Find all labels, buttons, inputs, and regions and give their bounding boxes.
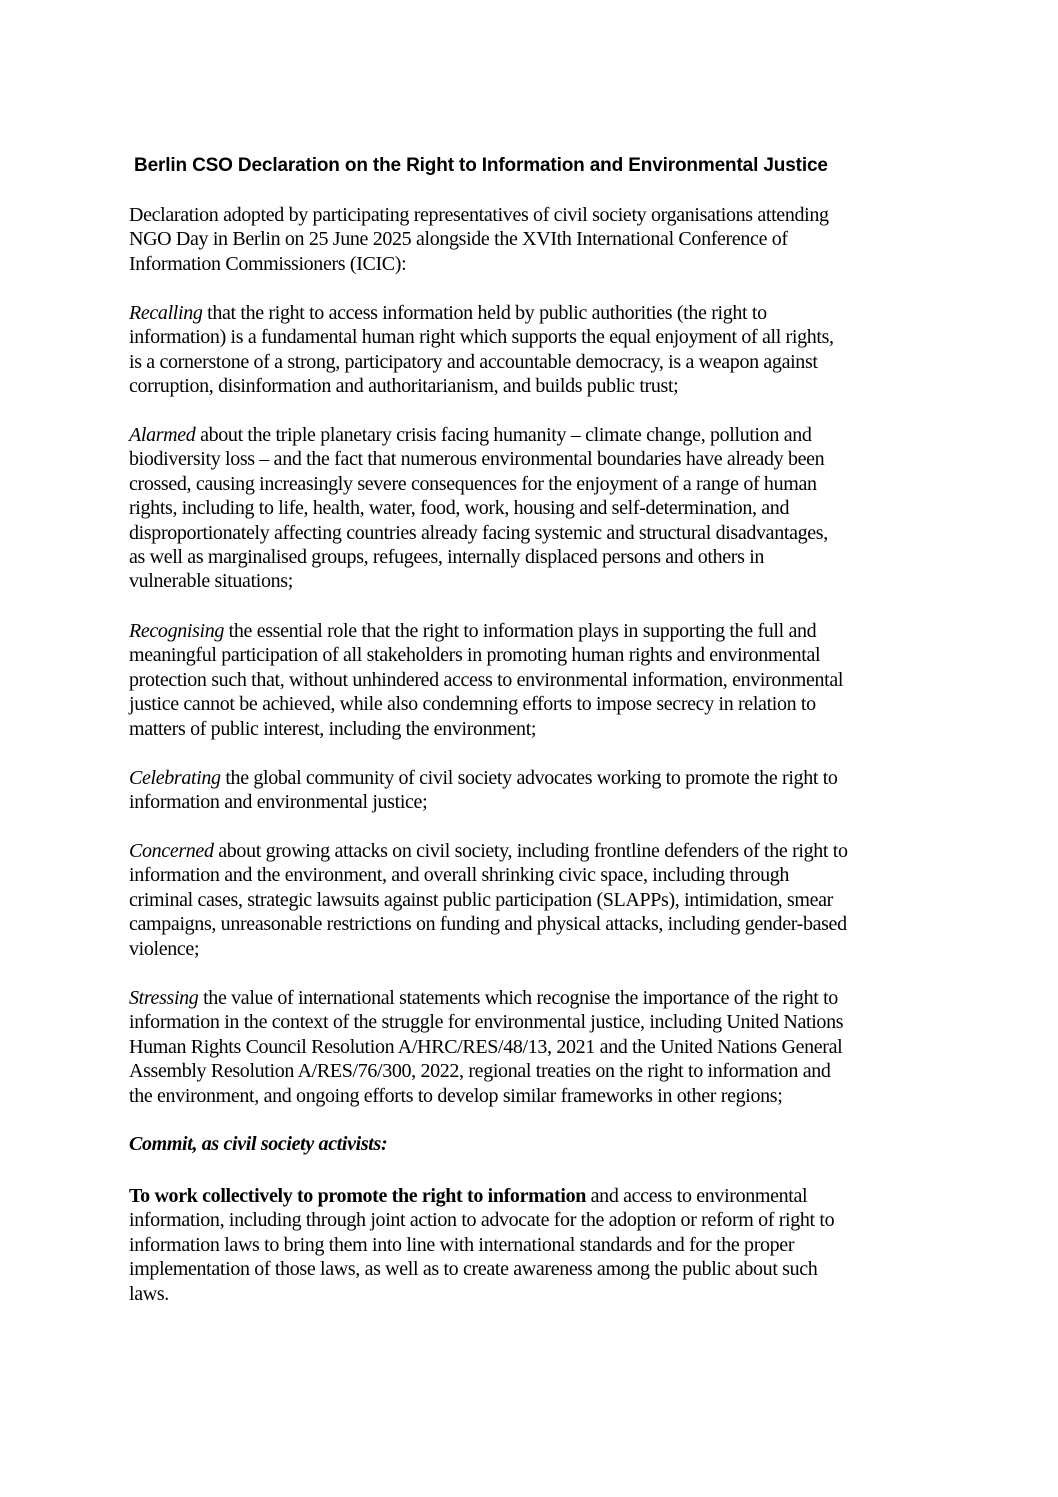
- text-line: violence;: [129, 937, 200, 960]
- text-line: NGO Day in Berlin on 25 June 2025 alongside the XVIth International Conference of: [129, 228, 788, 251]
- text-line: justice cannot be achieved, while also condemning efforts to impose secrecy in relation to: [129, 693, 816, 716]
- stressing-paragraph: [129, 986, 949, 1108]
- text-line: Assembly Resolution A/RES/76/300, 2022, regional treaties on the right to information and: [129, 1060, 831, 1083]
- text-line: information) is a fundamental human right which supports the equal enjoyment of all rights,: [129, 326, 834, 349]
- commitment-paragraph: [129, 1184, 949, 1306]
- text-line: campaigns, unreasonable restrictions on funding and physical attacks, including gender-based: [129, 913, 847, 936]
- text-line: matters of public interest, including the environment;: [129, 717, 537, 740]
- lead-word: Concerned: [129, 840, 214, 862]
- text-line: information in the context of the struggle for environmental justice, including United Nations: [129, 1011, 844, 1034]
- text-line: information laws to bring them into line with international standards and for the proper: [129, 1233, 795, 1256]
- text-line: information, including through joint action to advocate for the adoption or reform of right to: [129, 1209, 835, 1232]
- line-rest: that the right to access information held by public authorities (the right to: [202, 302, 767, 324]
- text-line: meaningful participation of all stakeholders in promoting human rights and environmental: [129, 644, 821, 667]
- text-line: laws.: [129, 1282, 169, 1305]
- text-line: [129, 839, 949, 863]
- line-rest: the essential role that the right to information plays in supporting the full and: [224, 620, 817, 642]
- text-line: crossed, causing increasingly severe consequences for the enjoyment of a range of human: [129, 472, 817, 495]
- text-line: biodiversity loss – and the fact that numerous environmental boundaries have already been: [129, 448, 825, 471]
- text-line: protection such that, without unhindered access to environmental information, environmental: [129, 668, 844, 691]
- text-line: Human Rights Council Resolution A/HRC/RES/48/13, 2021 and the United Nations General: [129, 1035, 843, 1058]
- lead-word: Recognising: [129, 620, 225, 642]
- commit-heading: Commit, as civil society activists:: [129, 1133, 388, 1155]
- document-title: Berlin CSO Declaration on the Right to Information and Environmental Justice: [134, 155, 828, 176]
- text-line: [129, 619, 949, 643]
- text-line: implementation of those laws, as well as to create awareness among the public about such: [129, 1258, 818, 1281]
- text-line: vulnerable situations;: [129, 570, 293, 593]
- text-line: [129, 986, 949, 1010]
- lead-word: Celebrating: [129, 767, 221, 789]
- lead-word: Stressing: [129, 987, 199, 1009]
- text-line: disproportionately affecting countries already facing systemic and structural disadvantages,: [129, 521, 828, 544]
- recognising-paragraph: [129, 619, 949, 741]
- line-rest: about the triple planetary crisis facing humanity – climate change, pollution and: [195, 424, 812, 446]
- intro-paragraph: [129, 203, 949, 276]
- recalling-paragraph: [129, 301, 949, 399]
- text-line: [129, 301, 949, 325]
- celebrating-paragraph: [129, 766, 949, 815]
- text-line: the environment, and ongoing efforts to develop similar frameworks in other regions;: [129, 1084, 783, 1107]
- text-line: criminal cases, strategic lawsuits against public participation (SLAPPs), intimidation, smear: [129, 888, 833, 911]
- lead-word: Recalling: [129, 302, 203, 324]
- commitment-lead: To work collectively to promote the right to information: [129, 1185, 586, 1207]
- text-line: rights, including to life, health, water, food, work, housing and self-determination, and: [129, 497, 790, 520]
- text-line: [129, 423, 949, 447]
- commit-heading-block: [129, 1132, 949, 1156]
- alarmed-paragraph: [129, 423, 949, 594]
- line-rest: and access to environmental: [586, 1185, 808, 1207]
- text-line: information and the environment, and overall shrinking civic space, including through: [129, 864, 790, 887]
- text-line: [129, 766, 949, 790]
- text-line: [129, 1184, 949, 1208]
- text-line: Declaration adopted by participating representatives of civil society organisations attending: [129, 204, 829, 226]
- text-line: Information Commissioners (ICIC):: [129, 252, 407, 275]
- line-rest: the global community of civil society advocates working to promote the right to: [220, 767, 838, 789]
- concerned-paragraph: [129, 839, 949, 961]
- text-line: information and environmental justice;: [129, 791, 428, 814]
- text-line: as well as marginalised groups, refugees, internally displaced persons and others in: [129, 546, 765, 569]
- line-rest: the value of international statements which recognise the importance of the right to: [198, 987, 838, 1009]
- text-line: is a cornerstone of a strong, participatory and accountable democracy, is a weapon against: [129, 350, 818, 373]
- text-line: corruption, disinformation and authoritarianism, and builds public trust;: [129, 375, 679, 398]
- line-rest: about growing attacks on civil society, including frontline defenders of the right to: [213, 840, 848, 862]
- lead-word: Alarmed: [129, 424, 196, 446]
